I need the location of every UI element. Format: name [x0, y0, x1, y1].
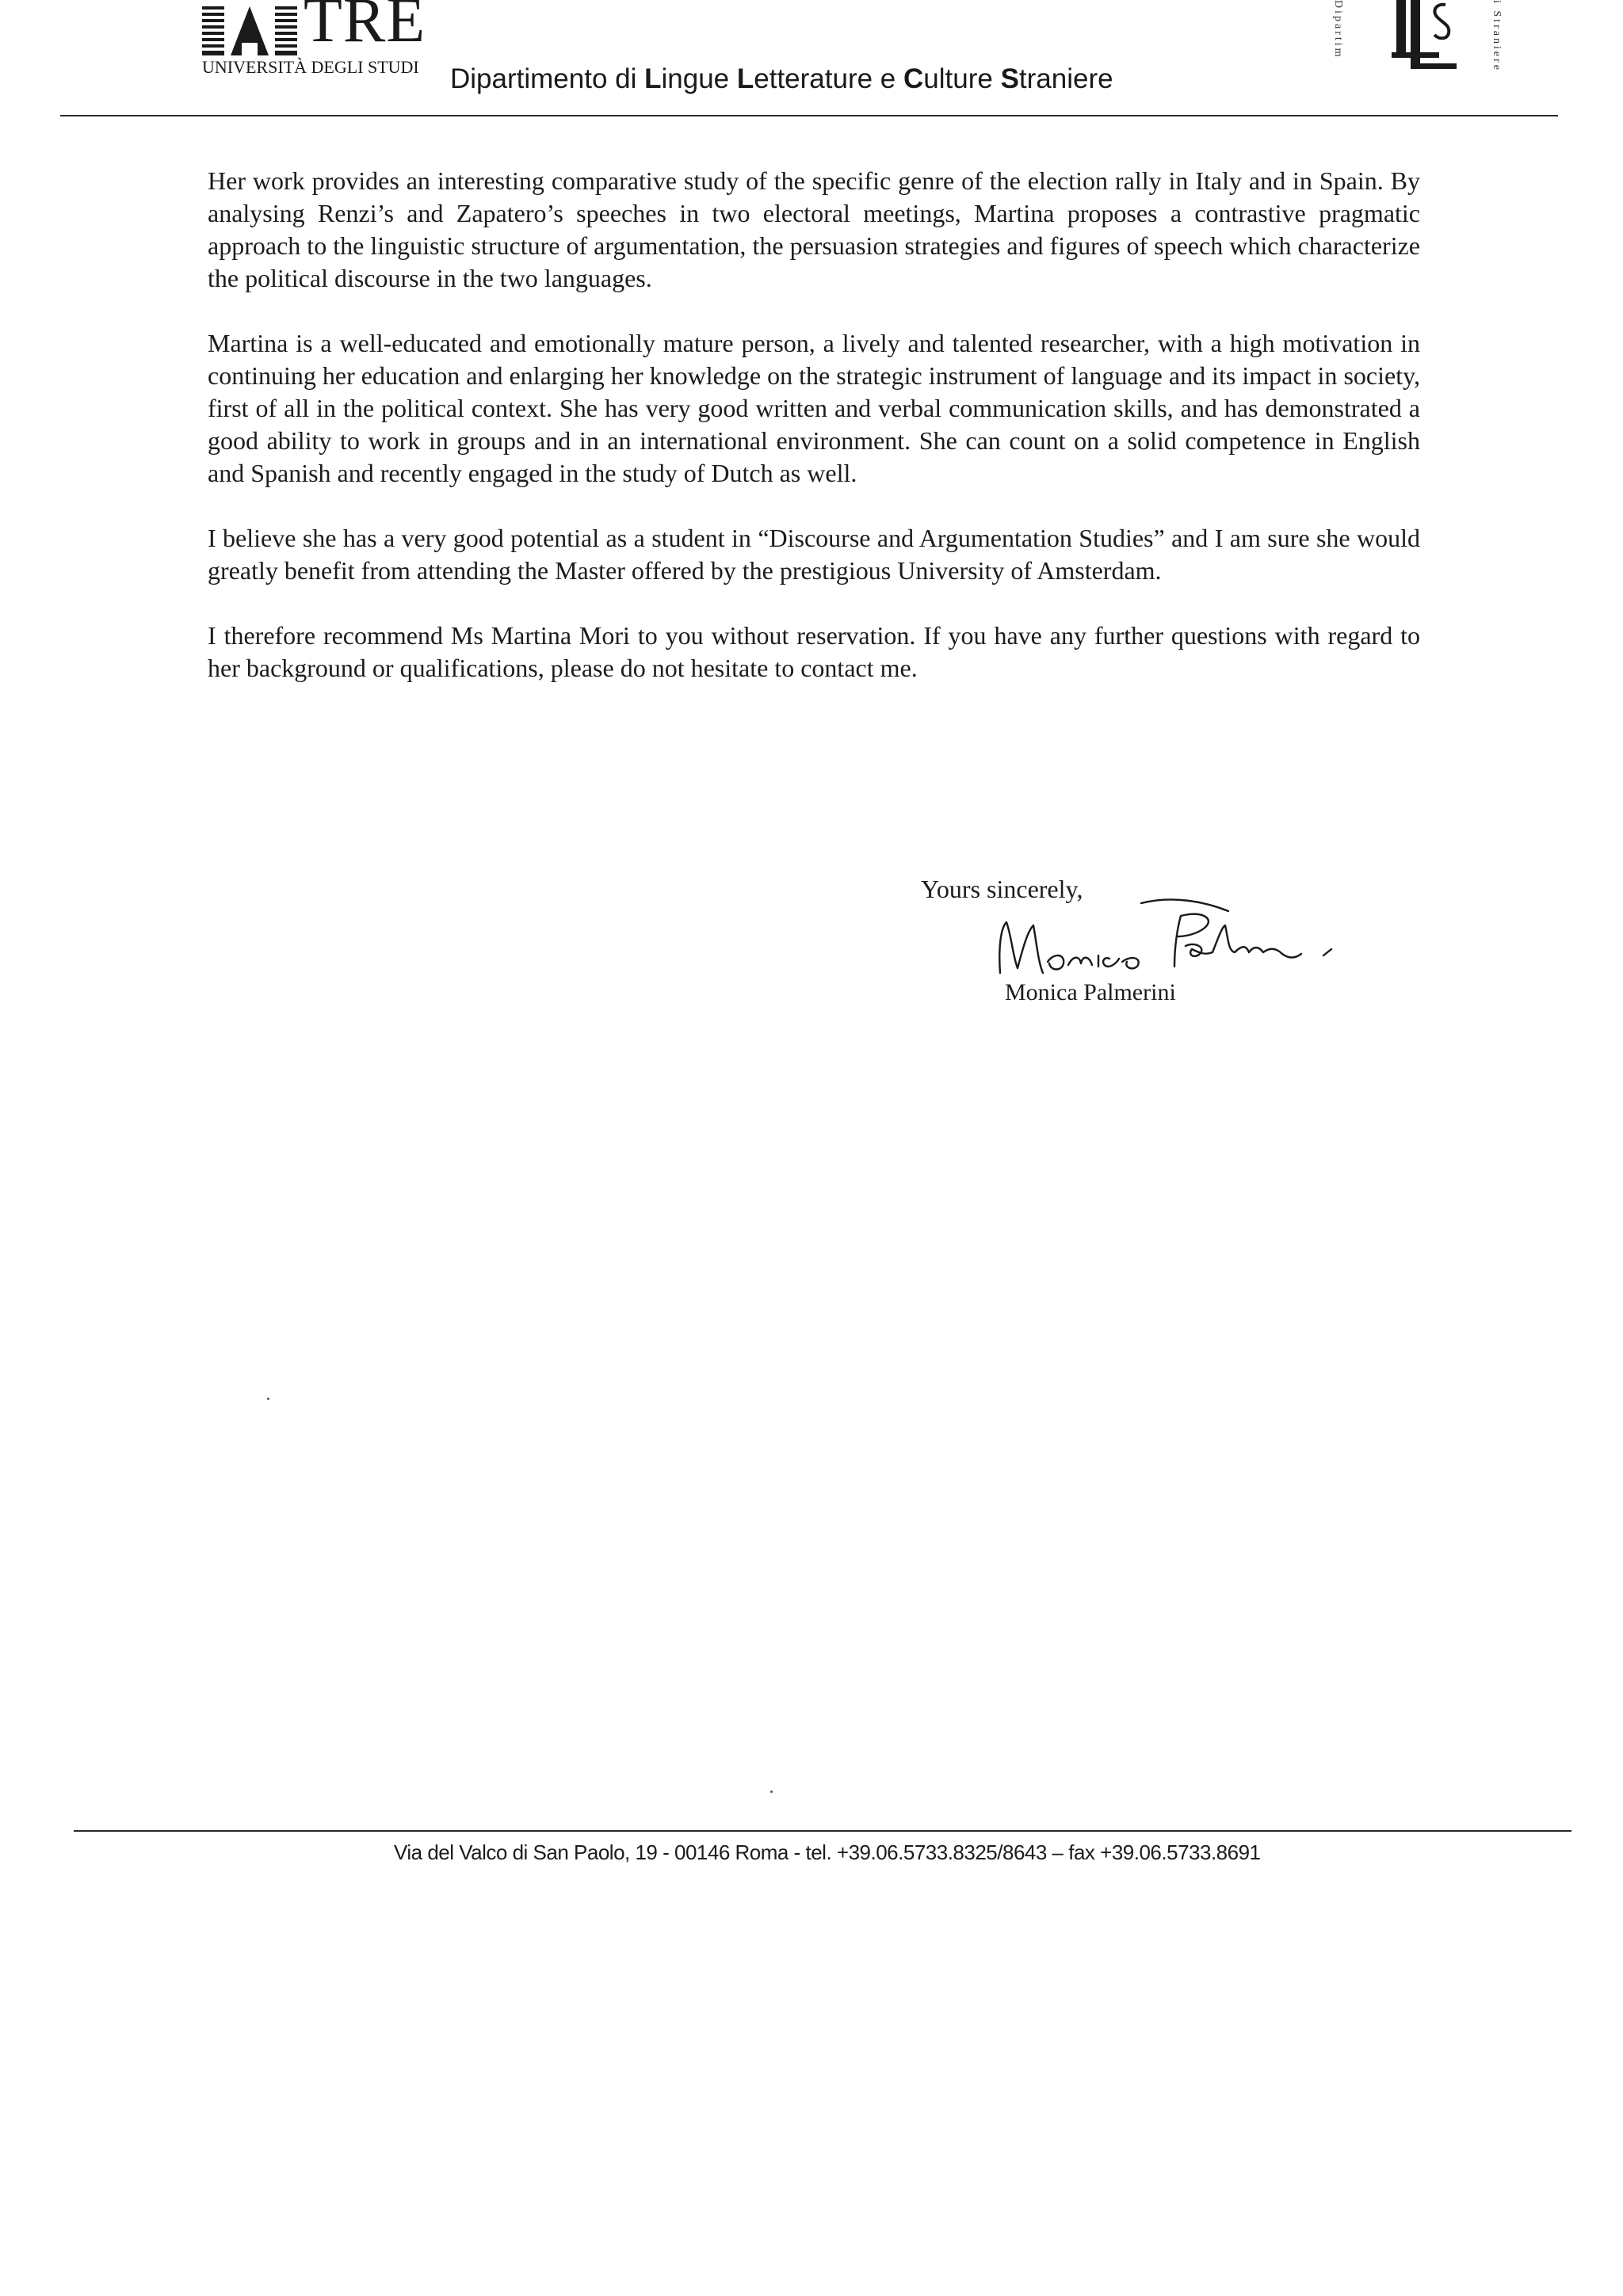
- department-name-part: ulture: [923, 63, 1001, 94]
- body-paragraph: Martina is a well-educated and emotionally mature person, a lively and talented researcher, with a high motivation in continuing her education and enlarging her knowledge on the strategic instrument of language and its impact in society, first of all in the political context. She has very good written and verbal communication skills, and has demonstrated a good ability to work in groups and in an international environment. She can count on a solid competence in English and Spanish and recently engaged in the study of Dutch as well.: [208, 329, 1420, 487]
- scan-speck: [267, 1398, 269, 1400]
- department-logo-mark-icon: [1363, 0, 1482, 111]
- body-paragraph: I therefore recommend Ms Martina Mori to you without reservation. If you have any further questions with regard to her background or qualifications, please do not hesitate to contact me.: [208, 621, 1420, 682]
- department-name-part: traniere: [1018, 63, 1113, 94]
- header-divider: [60, 115, 1558, 116]
- footer-address: Via del Valco di San Paolo, 19 - 00146 Roma - tel. +39.06.5733.8325/8643 – fax +39.06.5733.8691: [394, 1840, 1261, 1864]
- department-logo-side-text: Dipartim: [1332, 0, 1344, 59]
- university-logo-subtitle: UNIVERSITÀ DEGLI STUDI: [202, 57, 419, 77]
- department-logo: [1316, 0, 1522, 111]
- letter-body: [208, 165, 1420, 717]
- university-logo: [200, 0, 430, 87]
- department-name-initial: L: [736, 63, 754, 94]
- department-name-part: ingue: [661, 63, 737, 94]
- department-name-initial: L: [644, 63, 662, 94]
- department-name-part: Dipartimento di: [450, 63, 645, 94]
- closing-salutation: Yours sincerely,: [921, 875, 1083, 903]
- body-paragraph: Her work provides an interesting comparative study of the specific genre of the election rally in Italy and in Spain. By analysing Renzi’s and Zapatero’s speeches in two electoral meetings, Martina proposes a contrastive pragmatic approach to the linguistic structure of argumentation, the persuasion strategies and figures of speech which characterize the political discourse in the two languages.: [208, 166, 1420, 292]
- department-logo-side-text: i Straniere: [1491, 0, 1503, 72]
- body-paragraph: I believe she has a very good potential as a student in “Discourse and Argumentation Studies” and I am sure she would greatly benefit from attending the Master offered by the prestigious University of Amsterdam.: [208, 524, 1420, 585]
- signer-name: Monica Palmerini: [1005, 979, 1176, 1005]
- footer-divider: [74, 1830, 1571, 1832]
- university-logo-text: TRE: [304, 0, 426, 55]
- department-name-part: etterature e: [754, 63, 903, 94]
- department-name: [450, 63, 1113, 95]
- department-name-initial: C: [903, 63, 924, 94]
- department-name-initial: S: [1000, 63, 1019, 94]
- scan-speck: [770, 1791, 773, 1793]
